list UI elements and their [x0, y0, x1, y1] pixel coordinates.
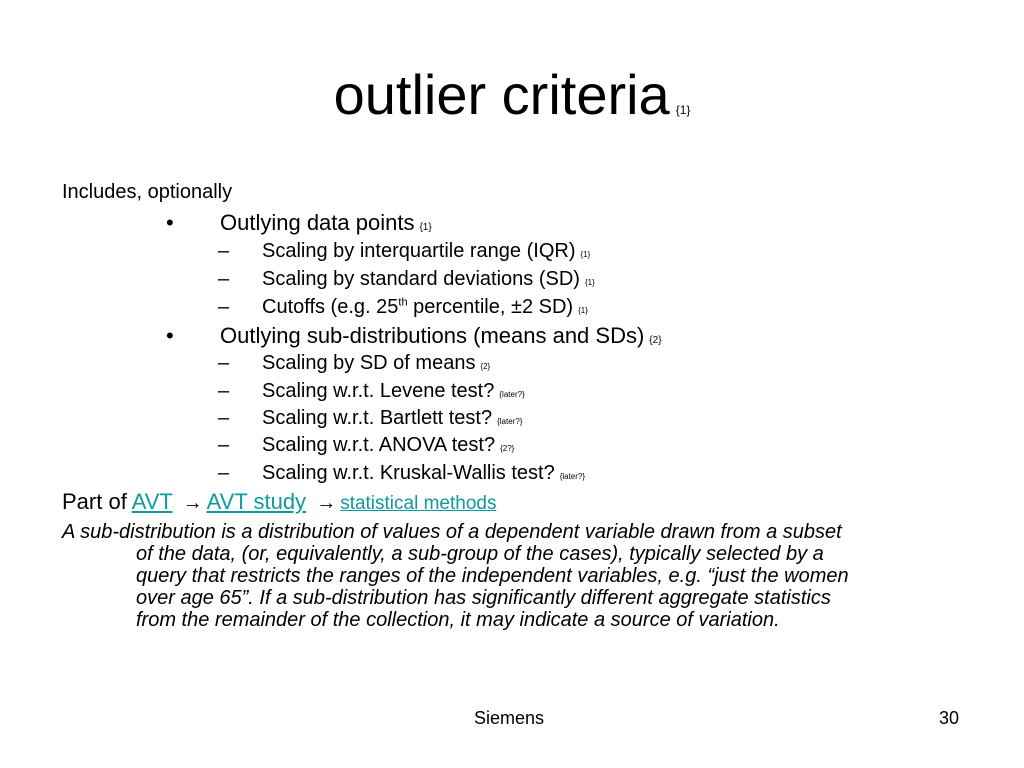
sub-bullet-anova [262, 434, 514, 457]
sub-bullet-ref: {2?} [500, 444, 515, 453]
sub-bullet-text-before: Cutoffs (e.g. 25 [262, 296, 399, 318]
bullet-outlying-data-points [220, 210, 432, 236]
sub-bullet-ref: {1} [580, 250, 591, 259]
arrow-right-icon: → [182, 492, 203, 514]
sub-bullet-marker: – [218, 268, 230, 290]
sub-bullet-ref: {1} [584, 278, 595, 287]
sub-bullet-ref: {later?} [499, 390, 525, 399]
sub-bullet-marker: – [218, 380, 230, 402]
bullet-outlying-sub-distributions [220, 323, 662, 349]
bullet-marker: • [166, 210, 174, 235]
sub-bullet-iqr [262, 240, 590, 263]
sub-bullet-sd [262, 268, 595, 291]
statistical-methods-link[interactable]: statistical methods [340, 493, 497, 514]
sub-bullet-marker: – [218, 462, 230, 484]
avt-link[interactable]: AVT [131, 489, 173, 514]
arrow-right-icon: → [316, 492, 337, 514]
note-line: A sub-distribution is a distribution of values of a dependent variable drawn from a subset [62, 521, 842, 543]
sub-bullet-text: Scaling by standard deviations (SD) [262, 268, 580, 290]
bullet-text: Outlying data points [220, 210, 415, 235]
sub-bullet-text-after: percentile, ±2 SD) [407, 296, 574, 318]
part-of-breadcrumb [62, 489, 496, 515]
bullet-text: Outlying sub-distributions (means and SDs) [220, 323, 645, 348]
sub-bullet-kruskal-wallis [262, 462, 585, 485]
sub-bullet-ref: {later?} [497, 417, 523, 426]
sub-bullet-sd-of-means [262, 352, 490, 375]
sub-bullet-text: Scaling by SD of means [262, 352, 476, 374]
part-of-prefix: Part of [62, 489, 127, 514]
sub-bullet-superscript: th [398, 296, 408, 309]
sub-bullet-text: Scaling by interquartile range (IQR) [262, 240, 576, 262]
sub-bullet-ref: {1} [578, 306, 588, 315]
note-line: query that restricts the ranges of the independent variables, e.g. “just the women [136, 565, 849, 587]
sub-bullet-marker: – [218, 407, 230, 429]
note-line: over age 65”. If a sub-distribution has significantly different aggregate statistics [136, 587, 831, 609]
sub-bullet-marker: – [218, 352, 230, 374]
definition-note [62, 521, 962, 631]
sub-bullet-marker: – [218, 240, 230, 262]
footer-organization: Siemens [474, 708, 545, 728]
bullet-ref: {1} [419, 222, 432, 233]
sub-bullet-cutoffs [262, 296, 588, 319]
sub-bullet-bartlett [262, 407, 522, 430]
sub-bullet-marker: – [218, 434, 230, 456]
note-line: from the remainder of the collection, it may indicate a source of variation. [136, 609, 780, 631]
slide-title-text: outlier criteria [333, 63, 670, 126]
sub-bullet-levene [262, 380, 525, 403]
slide-title [0, 62, 1024, 127]
sub-bullet-text: Scaling w.r.t. Bartlett test? [262, 407, 493, 429]
sub-bullet-text: Scaling w.r.t. ANOVA test? [262, 434, 496, 456]
page-number: 30 [939, 708, 960, 728]
note-line: of the data, (or, equivalently, a sub-group of the cases), typically selected by a [136, 543, 824, 565]
bullet-ref: {2} [649, 335, 662, 346]
sub-bullet-text: Scaling w.r.t. Levene test? [262, 380, 495, 402]
sub-bullet-ref: {later?} [559, 472, 586, 481]
intro-text: Includes, optionally [62, 181, 233, 203]
sub-bullet-text: Scaling w.r.t. Kruskal-Wallis test? [262, 462, 555, 484]
avt-study-link[interactable]: AVT study [206, 489, 307, 514]
slide-title-ref: {1} [675, 103, 691, 117]
sub-bullet-ref: {2} [480, 362, 491, 371]
bullet-marker: • [166, 323, 174, 348]
sub-bullet-marker: – [218, 296, 230, 318]
